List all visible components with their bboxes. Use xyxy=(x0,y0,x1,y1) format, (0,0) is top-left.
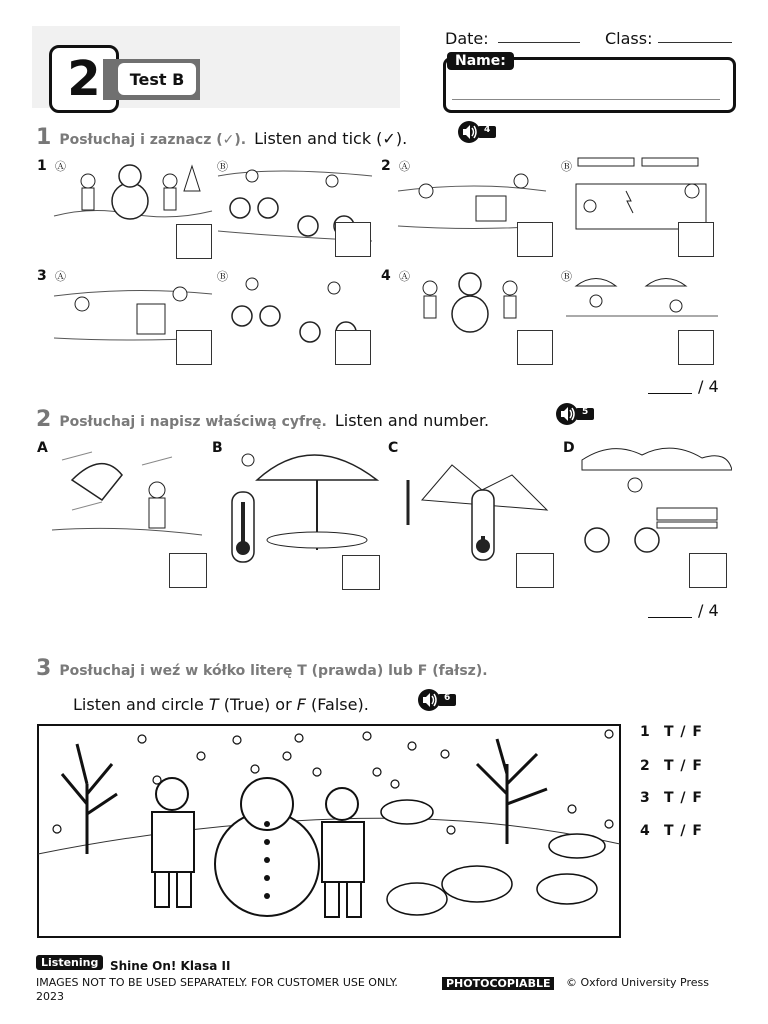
picture-c-cold-mountains xyxy=(408,465,547,560)
true-false-choice[interactable]: T / F xyxy=(664,823,703,839)
exercise3-heading xyxy=(36,656,488,681)
ex2-pictures xyxy=(52,440,732,590)
true-false-choice[interactable]: T / F xyxy=(664,790,703,806)
number-box-d[interactable] xyxy=(689,553,727,588)
item-number: 4 xyxy=(381,268,391,284)
exercise1-audio[interactable] xyxy=(458,120,496,144)
picture-b-hot-sun xyxy=(232,454,377,562)
svg-text:Ⓑ: Ⓑ xyxy=(561,160,572,173)
svg-text:Ⓐ: Ⓐ xyxy=(399,160,410,173)
exercise3-instruction-en: Listen and circle T (True) or F (False). xyxy=(73,695,369,714)
exercise1-instruction-en: Listen and tick (✓). xyxy=(254,129,408,148)
exercise3-audio[interactable] xyxy=(418,688,456,712)
statement-row xyxy=(640,724,703,740)
item-number: 3 xyxy=(37,268,47,284)
statement-number: 2 xyxy=(640,758,651,774)
picture-letter: B xyxy=(212,440,223,456)
name-label: Name: xyxy=(447,52,514,70)
series-title: Shine On! Klasa II xyxy=(110,959,231,973)
exercise2-instruction-en: Listen and number. xyxy=(334,411,490,430)
picture-a-sandcastle xyxy=(398,174,546,229)
exercise2-heading xyxy=(36,407,489,432)
exercise1-number: 1 xyxy=(36,125,52,150)
picture-a-snowman xyxy=(54,165,212,219)
true-false-choice[interactable]: T / F xyxy=(664,758,703,774)
tick-box-1a[interactable] xyxy=(176,224,212,259)
exercise1-heading xyxy=(36,125,407,150)
exercise2-number: 2 xyxy=(36,407,52,432)
exercise1-instruction-pl: Posłuchaj i zaznacz (✓). xyxy=(59,132,247,148)
photocopiable-badge: PHOTOCOPIABLE xyxy=(442,977,554,990)
exercise3-instruction-pl: Posłuchaj i weź w kółko literę T (prawda) lub F (fałsz). xyxy=(59,663,488,679)
picture-b-rain xyxy=(566,279,718,317)
svg-text:Ⓐ: Ⓐ xyxy=(55,270,66,283)
number-box-a[interactable] xyxy=(169,553,207,588)
exercise3-number: 3 xyxy=(36,656,52,681)
unit-number: 2 xyxy=(49,45,119,113)
tick-box-3b[interactable] xyxy=(335,330,371,365)
picture-letter: C xyxy=(388,440,399,456)
picture-b-storm xyxy=(576,158,706,229)
score-total: / 4 xyxy=(698,377,719,396)
date-field[interactable] xyxy=(498,42,580,43)
score-line[interactable] xyxy=(648,393,692,394)
exercise1-track: 4 xyxy=(484,125,491,135)
tick-box-2a[interactable] xyxy=(517,222,553,257)
test-label: Test B xyxy=(118,63,196,95)
name-field-line xyxy=(452,99,720,100)
speaker-icon xyxy=(556,402,594,426)
copyright: © Oxford University Press xyxy=(566,976,710,989)
class-field[interactable] xyxy=(658,42,732,43)
ex1-item2-pictures xyxy=(396,156,718,258)
exercise2-audio[interactable] xyxy=(556,402,594,426)
picture-a-wind xyxy=(52,452,202,535)
winter-scene-picture xyxy=(37,724,621,938)
speaker-icon xyxy=(418,688,456,712)
statement-number: 3 xyxy=(640,790,651,806)
statement-row xyxy=(640,758,703,774)
number-box-c[interactable] xyxy=(516,553,554,588)
ex1-item1-pictures xyxy=(52,156,374,258)
statement-number: 4 xyxy=(640,823,651,839)
ex1-item3-pictures xyxy=(52,266,374,356)
tick-box-4b[interactable] xyxy=(678,330,714,365)
item-number: 1 xyxy=(37,158,47,174)
ex1-item4-pictures xyxy=(396,266,718,356)
exercise3-track: 6 xyxy=(444,693,451,703)
tick-box-1b[interactable] xyxy=(335,222,371,257)
score-line[interactable] xyxy=(648,617,692,618)
picture-letter: D xyxy=(563,440,575,456)
class-label: Class: xyxy=(605,29,653,48)
legal-notice: IMAGES NOT TO BE USED SEPARATELY. FOR CUSTOMER USE ONLY. 2023 xyxy=(36,976,398,1003)
svg-text:Ⓑ: Ⓑ xyxy=(217,270,228,283)
speaker-icon xyxy=(458,120,496,144)
picture-a-snowman xyxy=(423,273,517,332)
tick-box-3a[interactable] xyxy=(176,330,212,365)
picture-letter: A xyxy=(37,440,48,456)
true-false-choice[interactable]: T / F xyxy=(664,724,703,740)
statement-row xyxy=(640,823,703,839)
exercise1-score xyxy=(648,377,719,396)
svg-text:Ⓐ: Ⓐ xyxy=(399,270,410,283)
svg-text:Ⓑ: Ⓑ xyxy=(561,270,572,283)
section-tag: Listening xyxy=(36,955,103,970)
date-label: Date: xyxy=(445,29,489,48)
number-box-b[interactable] xyxy=(342,555,380,590)
statement-row xyxy=(640,790,703,806)
picture-d-cycling-cloudy xyxy=(582,448,732,552)
tick-box-2b[interactable] xyxy=(678,222,714,257)
svg-text:Ⓑ: Ⓑ xyxy=(217,160,228,173)
statement-number: 1 xyxy=(640,724,651,740)
svg-text:Ⓐ: Ⓐ xyxy=(55,160,66,173)
exercise2-instruction-pl: Posłuchaj i napisz właściwą cyfrę. xyxy=(59,414,327,430)
exercise2-score xyxy=(648,601,719,620)
tick-box-4a[interactable] xyxy=(517,330,553,365)
score-total: / 4 xyxy=(698,601,719,620)
exercise2-track: 5 xyxy=(582,407,589,417)
item-number: 2 xyxy=(381,158,391,174)
